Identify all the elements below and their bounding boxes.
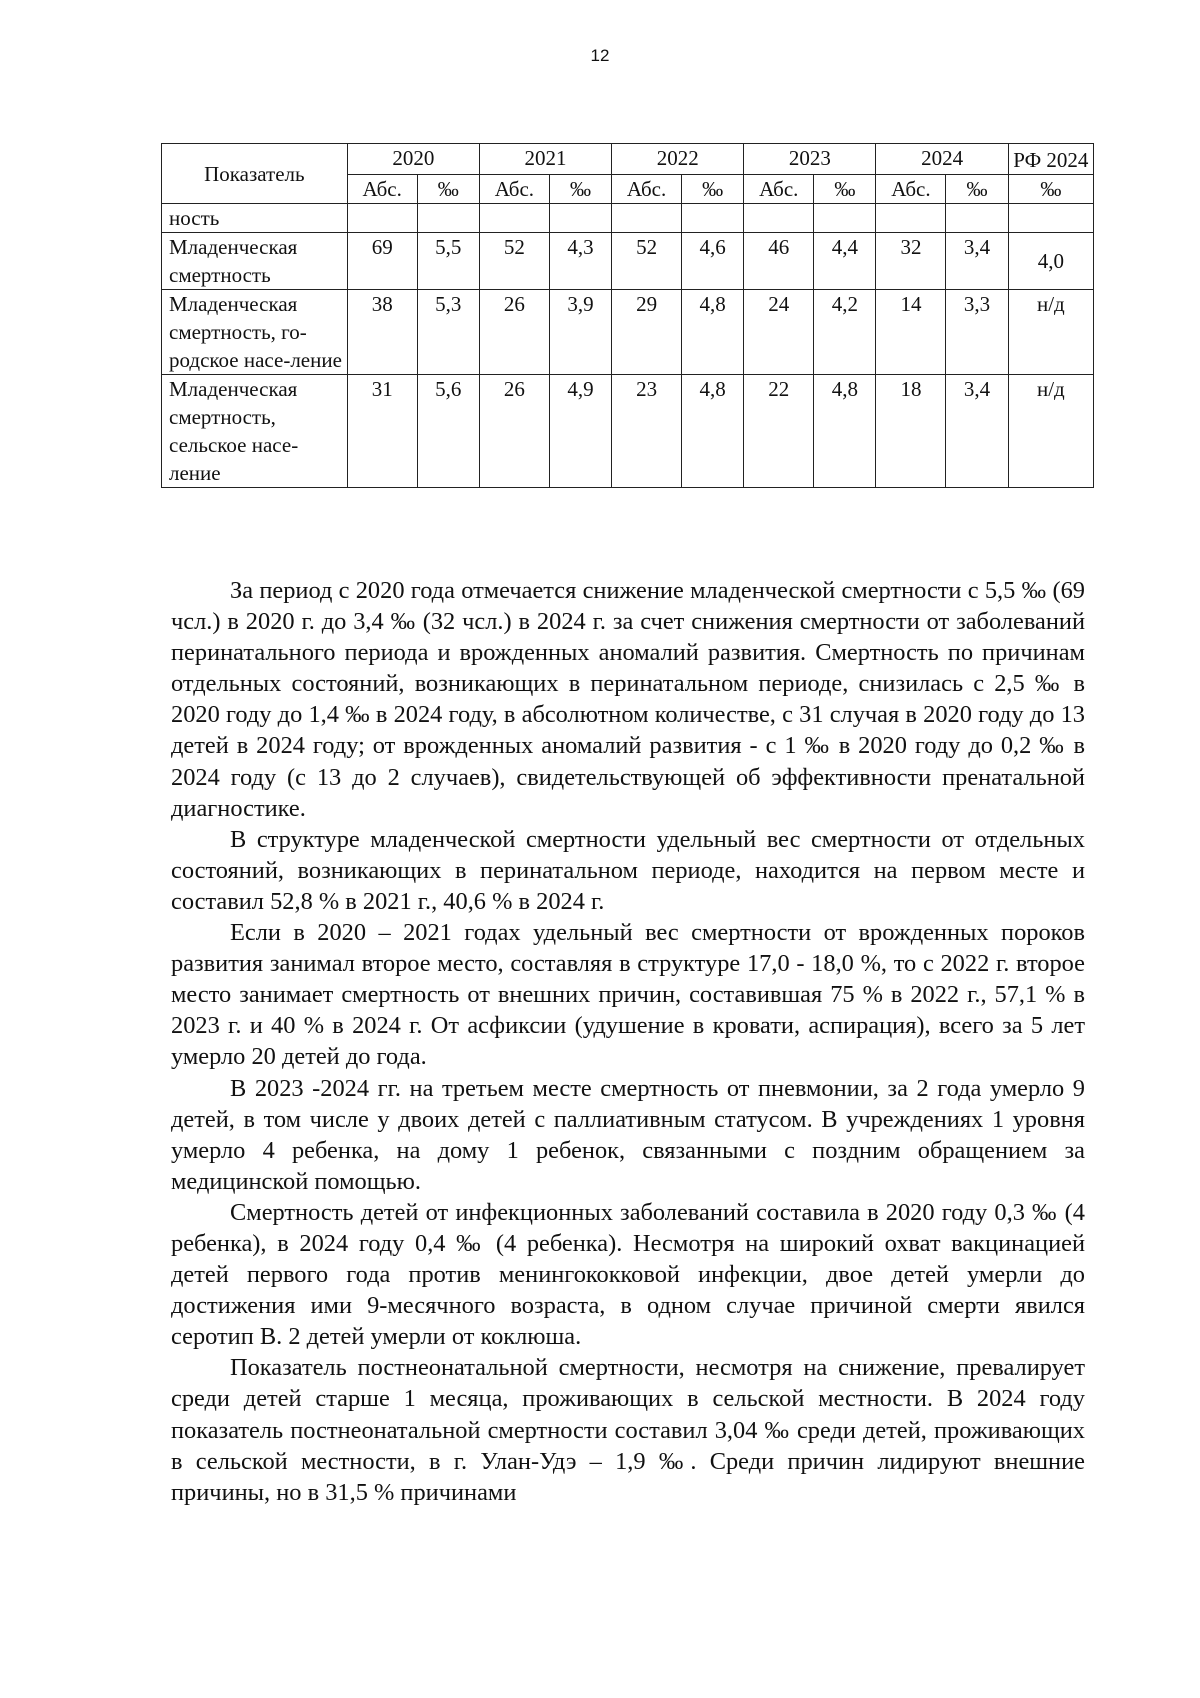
table-cell: 22: [744, 375, 814, 488]
table-cell: 5,6: [417, 375, 479, 488]
permille-header: ‰: [549, 175, 611, 204]
permille-header: ‰: [417, 175, 479, 204]
table-cell: 69: [347, 233, 417, 290]
row-label: ность: [162, 204, 348, 233]
paragraph: За период с 2020 года отмечается снижение младенческой смертности с 5,5 ‰ (69 чсл.) в 2020 г. до 3,4 ‰ (32 чсл.) в 2024 г. за счет снижения смертности от заболеваний перинатального периода и врожденных аномалий развития. Смертность по причинам отдельных состояний, возникающих в перинатальном периоде, снизилась с 2,5 ‰ в 2020 году до 1,4 ‰ в 2024 году, в абсолютном количестве, с 31 случая в 2020 году до 13 детей в 2024 году; от врожденных аномалий развития - с 1 ‰ в 2020 году до 0,2 ‰ в 2024 году (с 13 до 2 случаев), свидетельствующей об эффективности пренатальной диагностике.: [171, 577, 1085, 822]
table-cell: 26: [479, 375, 549, 488]
year-header: 2023: [744, 144, 876, 175]
table-row: [162, 290, 1094, 375]
table-cell: 3,4: [946, 375, 1008, 488]
table-cell: 4,2: [814, 290, 876, 375]
table-row: [162, 375, 1094, 488]
table-cell: 4,8: [682, 375, 744, 488]
table-cell: [549, 204, 611, 233]
paragraph: В 2023 -2024 гг. на третьем месте смертность от пневмонии, за 2 года умерло 9 детей, в том числе у двоих детей с паллиативным статусом. В учреждениях 1 уровня умерло 4 ребенка, на дому 1 ребенок, связанными с поздним обращением за медицинской помощью.: [171, 1074, 1085, 1195]
table-cell: 3,3: [946, 290, 1008, 375]
table-cell: [876, 204, 946, 233]
table-row: [162, 233, 1094, 290]
table-cell: 26: [479, 290, 549, 375]
table-cell: н/д: [1008, 375, 1093, 488]
table-cell: 18: [876, 375, 946, 488]
table-cell: 46: [744, 233, 814, 290]
abs-header: Абс.: [479, 175, 549, 204]
table-cell: 23: [612, 375, 682, 488]
table-cell: 52: [479, 233, 549, 290]
permille-header: ‰: [682, 175, 744, 204]
table-cell: 5,5: [417, 233, 479, 290]
row-label: Младенческая смертность: [162, 233, 348, 290]
table-cell: 4,8: [814, 375, 876, 488]
table-cell: 4,6: [682, 233, 744, 290]
table-header-row: [162, 144, 1094, 175]
table-cell: н/д: [1008, 290, 1093, 375]
table-cell: 4,3: [549, 233, 611, 290]
table-cell: 4,9: [549, 375, 611, 488]
table-cell: 4,8: [682, 290, 744, 375]
abs-header: Абс.: [744, 175, 814, 204]
page-number: 12: [590, 46, 610, 65]
table-cell: 3,4: [946, 233, 1008, 290]
table-cell: 38: [347, 290, 417, 375]
table-cell: [347, 204, 417, 233]
table-cell: 32: [876, 233, 946, 290]
body-text: [171, 575, 1085, 1508]
table-cell: 14: [876, 290, 946, 375]
table-row: [162, 204, 1094, 233]
row-label: Младенческая смертность, го-родское насе-ление: [162, 290, 348, 375]
abs-header: Абс.: [876, 175, 946, 204]
table-cell: 5,3: [417, 290, 479, 375]
paragraph: Показатель постнеонатальной смертности, несмотря на снижение, превалирует среди детей старше 1 месяца, проживающих в сельской местности. В 2024 году показатель постнеонатальной смертности составил 3,04 ‰ среди детей, проживающих в сельской местности, в г. Улан-Удэ – 1,9 ‰. Среди причин лидируют внешние причины, но в 31,5 % причинами: [171, 1354, 1085, 1506]
table-cell: 3,9: [549, 290, 611, 375]
year-header: 2021: [479, 144, 611, 175]
table-cell: [682, 204, 744, 233]
abs-header: Абс.: [612, 175, 682, 204]
mortality-table: [161, 143, 1094, 488]
year-header: 2022: [612, 144, 744, 175]
table-cell: 4,0: [1008, 233, 1093, 290]
year-header: 2020: [347, 144, 479, 175]
table-cell: 24: [744, 290, 814, 375]
paragraph: Смертность детей от инфекционных заболеваний составила в 2020 году 0,3 ‰ (4 ребенка), в 2024 году 0,4 ‰ (4 ребенка). Несмотря на широкий охват вакцинацией детей первого года против менингококковой инфекции, двое детей умерли до достижения ими 9-месячного возраста, в одном случае причиной смерти явился серотип В. 2 детей умерли от коклюша.: [171, 1198, 1085, 1351]
table-cell: [744, 204, 814, 233]
table-cell: 31: [347, 375, 417, 488]
rf-2024-header: РФ 2024: [1008, 144, 1093, 175]
table-cell: [1008, 204, 1093, 233]
table-cell: [417, 204, 479, 233]
paragraph: В структуре младенческой смертности удельный вес смертности от отдельных состояний, возникающих в перинатальном периоде, находится на первом месте и составил 52,8 % в 2021 г., 40,6 % в 2024 г.: [171, 825, 1085, 915]
permille-header: ‰: [814, 175, 876, 204]
row-label: Младенческая смертность, сельское насе-ление: [162, 375, 348, 488]
year-header: 2024: [876, 144, 1008, 175]
table-cell: [612, 204, 682, 233]
indicator-header: Показатель: [162, 144, 348, 204]
permille-header: ‰: [946, 175, 1008, 204]
table-cell: [814, 204, 876, 233]
table-cell: 52: [612, 233, 682, 290]
permille-header: ‰: [1008, 175, 1093, 204]
table-cell: [946, 204, 1008, 233]
table-cell: [479, 204, 549, 233]
table-cell: 4,4: [814, 233, 876, 290]
abs-header: Абс.: [347, 175, 417, 204]
paragraph: Если в 2020 – 2021 годах удельный вес смертности от врожденных пороков развития занимал второе место, составляя в структуре 17,0 - 18,0 %, то с 2022 г. второе место занимает смертность от внешних причин, составившая 75 % в 2022 г., 57,1 % в 2023 г. и 40 % в 2024 г. От асфиксии (удушение в кровати, аспирация), всего за 5 лет умерло 20 детей до года.: [171, 919, 1085, 1071]
table-cell: 29: [612, 290, 682, 375]
